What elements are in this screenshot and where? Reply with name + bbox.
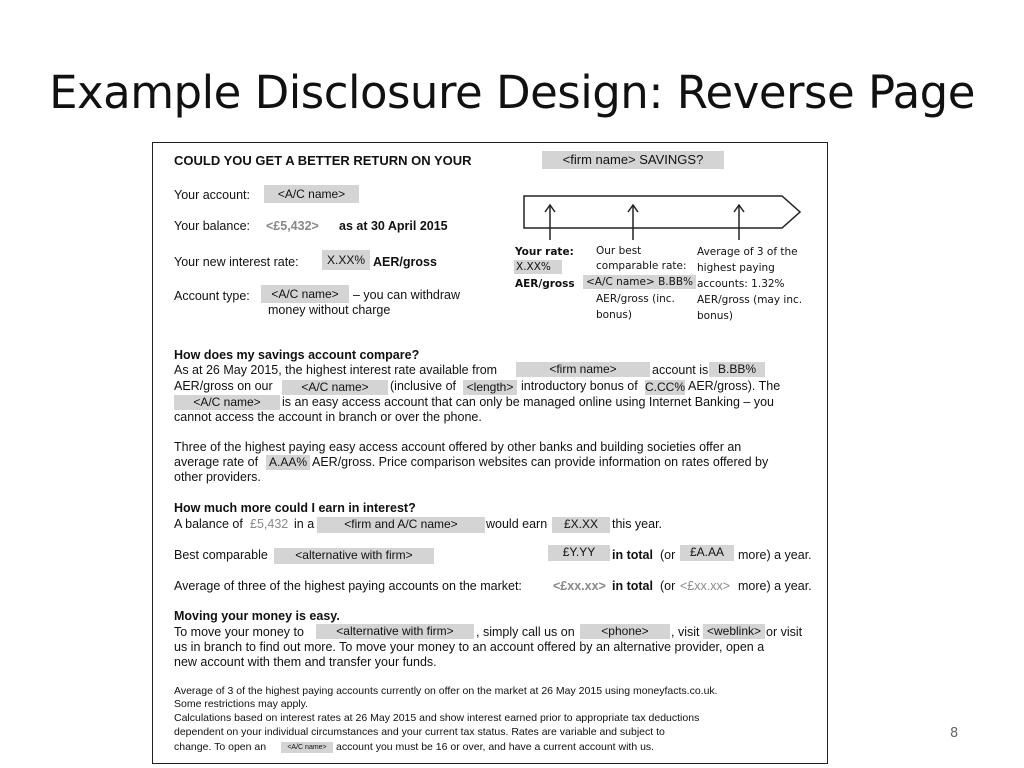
footnote-line-4: dependent on your individual circumstances and your current tax status. Rates are variable and subject to	[174, 726, 665, 738]
moving-alt-field: <alternative with firm>	[316, 624, 474, 639]
earn-row-2: Best comparable	[174, 548, 268, 562]
earn-row-1c: would earn	[486, 517, 548, 531]
compare-line-2: AER/gross on our	[174, 379, 273, 393]
balance-date: as at 30 April 2015	[339, 219, 448, 233]
moving-weblink-field: <weblink>	[703, 624, 765, 639]
compare-length-field: <length>	[463, 380, 517, 395]
rate-suffix: AER/gross	[373, 255, 437, 269]
your-rate-field: X.XX%	[514, 260, 562, 274]
slide-title: Example Disclosure Design: Reverse Page	[49, 66, 975, 119]
moving-line-1c: , visit	[671, 625, 700, 639]
footnote-line-1: Average of 3 of the highest paying accounts currently on offer on the market at 26 May 2015 using moneyfacts.co.uk.	[174, 685, 718, 697]
compare-line-2b: (inclusive of	[390, 379, 456, 393]
firm-name-field: <firm name> SAVINGS?	[542, 151, 724, 169]
compare-heading: How does my savings account compare?	[174, 348, 420, 362]
moving-line-1d: or visit	[766, 625, 803, 639]
compare-rate-field: B.BB%	[709, 362, 765, 377]
account-type-label: Account type:	[174, 289, 250, 303]
earn-avg-more: <£xx.xx>	[680, 579, 731, 593]
account-type-field: <A/C name>	[261, 285, 349, 303]
best-rate-line-2: comparable rate:	[596, 260, 687, 272]
earn-row-1: A balance of	[174, 517, 243, 531]
moving-line-2: us in branch to find out more. To move your money to an account offered by an alternative provider, open a	[174, 640, 765, 654]
account-type-text-2: money without charge	[268, 303, 391, 317]
compare-line-3: is an easy access account that can only be managed online using Internet Banking – you	[282, 395, 774, 409]
avg-rate-line-5: bonus)	[697, 310, 733, 322]
earn-balance: £5,432	[250, 517, 289, 531]
account-field: <A/C name>	[264, 185, 359, 203]
compare-para2-line-2b: AER/gross. Price comparison websites can provide information on rates offered by	[312, 455, 769, 469]
compare-line-1b: account is	[652, 363, 709, 377]
moving-line-3: new account with them and transfer your funds.	[174, 655, 437, 669]
moving-phone-field: <phone>	[580, 624, 670, 639]
compare-line-4: cannot access the account in branch or over the phone.	[174, 410, 482, 424]
compare-para2-line-2: average rate of	[174, 455, 259, 469]
compare-para2-line-3: other providers.	[174, 470, 261, 484]
balance-label: Your balance:	[174, 219, 250, 233]
rate-label: Your new interest rate:	[174, 255, 299, 269]
footnote-line-2: Some restrictions may apply.	[174, 698, 309, 710]
compare-line-2c: introductory bonus of	[521, 379, 638, 393]
earn-row-2d: more) a year.	[738, 548, 812, 562]
balance-value: <£5,432>	[266, 219, 319, 233]
best-rate-field: <A/C name> B.BB%	[583, 275, 696, 289]
earn-row-2c: (or	[660, 548, 676, 562]
earn-alt-more: £A.AA	[680, 545, 734, 561]
moving-line-1: To move your money to	[174, 625, 304, 639]
earn-row-3-total: in total	[612, 579, 653, 593]
rate-field: X.XX%	[322, 250, 370, 270]
compare-firm-field: <firm name>	[516, 362, 650, 377]
account-type-text: – you can withdraw	[353, 288, 461, 302]
earn-row-3: Average of three of the highest paying accounts on the market:	[174, 579, 522, 593]
earn-heading: How much more could I earn in interest?	[174, 501, 416, 515]
compare-bonus-field: C.CC%	[645, 380, 686, 394]
earn-avg-amount: <£xx.xx>	[553, 579, 606, 593]
best-rate-line-4: bonus)	[596, 309, 632, 321]
account-label: Your account:	[174, 188, 250, 202]
page-number: 8	[950, 726, 959, 741]
compare-para2-line-1: Three of the highest paying easy access account offered by other banks and building societies offer an	[174, 440, 742, 454]
earn-alt-field: <alternative with firm>	[274, 548, 434, 564]
compare-line-2d: AER/gross). The	[688, 379, 781, 393]
footnote-line-5: change. To open an	[174, 741, 267, 753]
earn-row-2-total: in total	[612, 548, 653, 562]
footnote-ac-field: <A/C name>	[281, 742, 333, 753]
footnote-line-5b: account you must be 16 or over, and have a current account with us.	[336, 741, 655, 753]
compare-line-1: As at 26 May 2015, the highest interest rate available from	[174, 363, 498, 377]
avg-rate-line-1: Average of 3 of the	[697, 246, 798, 258]
earn-alt-amount: £Y.YY	[548, 545, 610, 561]
earn-row-1b: in a	[294, 517, 315, 531]
moving-line-1b: , simply call us on	[476, 625, 575, 639]
avg-rate-line-2: highest paying	[697, 262, 775, 274]
earn-amount-field: £X.XX	[552, 517, 610, 533]
compare-avg-rate-field: A.AA%	[266, 455, 310, 470]
doc-heading: COULD YOU GET A BETTER RETURN ON YOUR	[174, 153, 472, 168]
earn-row-3d: more) a year.	[738, 579, 812, 593]
your-rate-label: Your rate:	[515, 246, 574, 258]
moving-heading: Moving your money is easy.	[174, 609, 340, 623]
rate-comparison-arrow	[518, 192, 804, 244]
avg-rate-line-3: accounts: 1.32%	[697, 278, 785, 290]
your-rate-suffix: AER/gross	[515, 278, 575, 290]
earn-row-1d: this year.	[612, 517, 663, 531]
best-rate-line-3: AER/gross (inc.	[596, 293, 675, 305]
earn-row-3c: (or	[660, 579, 676, 593]
earn-firm-ac-field: <firm and A/C name>	[317, 517, 485, 533]
compare-ac-field-2: <A/C name>	[174, 395, 280, 410]
best-rate-line-1: Our best	[596, 245, 642, 257]
avg-rate-line-4: AER/gross (may inc.	[697, 294, 803, 306]
footnote-line-3: Calculations based on interest rates at 26 May 2015 and show interest earned prior to appropriate tax deductions	[174, 712, 700, 724]
compare-ac-field: <A/C name>	[282, 380, 388, 395]
